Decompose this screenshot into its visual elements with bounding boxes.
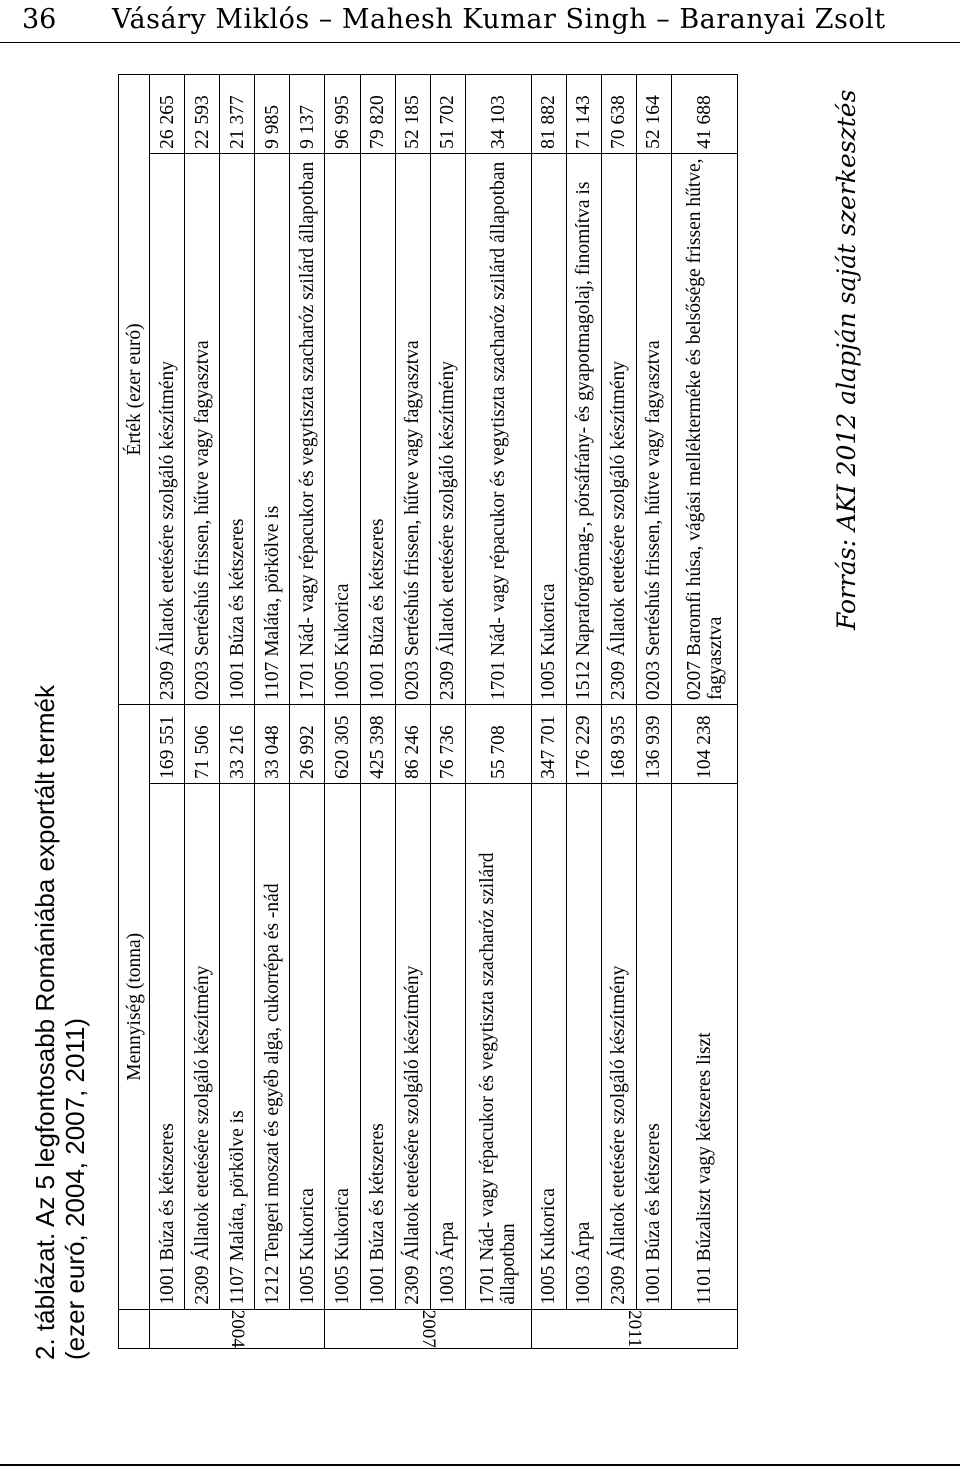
value-amount-cell: 52 185	[395, 75, 430, 154]
quantity-value-cell: 136 939	[636, 704, 671, 783]
header-year-cell	[119, 1309, 150, 1348]
quantity-value-cell: 86 246	[395, 704, 430, 783]
value-product-cell: 1005 Kukorica	[531, 153, 566, 704]
quantity-product-cell: 1212 Tengeri moszat és egyéb alga, cukorrépa és -nád	[255, 783, 290, 1309]
year-group-label	[325, 1309, 531, 1348]
value-amount-cell: 81 882	[531, 75, 566, 154]
value-amount-cell: 9 137	[290, 75, 325, 154]
export-table-container	[118, 74, 738, 1349]
value-product-cell: 1701 Nád- vagy répacukor és vegytiszta szacharóz szilárd állapotban	[290, 153, 325, 704]
year-group-label	[531, 1309, 737, 1348]
table-row	[672, 75, 738, 1349]
quantity-product-cell: 1003 Árpa	[430, 783, 465, 1309]
quantity-product-cell: 2309 Állatok etetésére szolgáló készítmény	[601, 783, 636, 1309]
value-product-cell: 0207 Baromfi húsa, vágási mellékterméke és belsősége frissen hűtve, fagyasztva	[672, 153, 738, 704]
value-amount-cell: 51 702	[430, 75, 465, 154]
quantity-product-cell: 2309 Állatok etetésére szolgáló készítmény	[185, 783, 220, 1309]
quantity-product-cell: 1101 Búzaliszt vagy kétszeres liszt	[672, 783, 738, 1309]
source-note	[832, 30, 866, 630]
year-group-label	[150, 1309, 325, 1348]
quantity-value-cell: 176 229	[566, 704, 601, 783]
quantity-value-cell: 76 736	[430, 704, 465, 783]
value-amount-cell: 96 995	[325, 75, 360, 154]
table-row	[465, 75, 531, 1349]
table-row	[290, 75, 325, 1349]
running-authors: Vásáry Miklós – Mahesh Kumar Singh – Baranyai Zsolt	[112, 4, 886, 35]
quantity-value-cell: 104 238	[672, 704, 738, 783]
table-caption	[30, 60, 90, 1360]
bottom-rule	[0, 1464, 960, 1466]
quantity-value-cell: 168 935	[601, 704, 636, 783]
value-amount-cell: 22 593	[185, 75, 220, 154]
table-row	[150, 75, 185, 1349]
value-product-cell: 1001 Búza és kétszeres	[360, 153, 395, 704]
value-product-cell: 2309 Állatok etetésére szolgáló készítmény	[430, 153, 465, 704]
export-table	[118, 74, 738, 1349]
quantity-product-cell: 1001 Búza és kétszeres	[360, 783, 395, 1309]
quantity-product-cell: 1001 Búza és kétszeres	[150, 783, 185, 1309]
value-product-cell: 1005 Kukorica	[325, 153, 360, 704]
value-amount-cell: 79 820	[360, 75, 395, 154]
value-amount-cell: 71 143	[566, 75, 601, 154]
quantity-product-cell: 1003 Árpa	[566, 783, 601, 1309]
table-row	[255, 75, 290, 1349]
value-amount-cell: 34 103	[465, 75, 531, 154]
table-row	[636, 75, 671, 1349]
quantity-value-cell: 425 398	[360, 704, 395, 783]
quantity-value-cell: 26 992	[290, 704, 325, 783]
caption-title: 2. táblázat. Az 5 legfontosabb Romániába exportált termék	[30, 685, 60, 1360]
value-product-cell: 0203 Sertéshús frissen, hűtve vagy fagyasztva	[636, 153, 671, 704]
value-product-cell: 1001 Búza és kétszeres	[220, 153, 255, 704]
quantity-value-cell: 33 048	[255, 704, 290, 783]
quantity-product-cell: 1005 Kukorica	[325, 783, 360, 1309]
quantity-value-cell: 347 701	[531, 704, 566, 783]
source-text: Forrás: AKI 2012 alapján saját szerkesztés	[832, 89, 861, 630]
table-row	[220, 75, 255, 1349]
quantity-product-cell: 1005 Kukorica	[531, 783, 566, 1309]
value-amount-cell: 41 688	[672, 75, 738, 154]
value-amount-cell: 21 377	[220, 75, 255, 154]
value-amount-cell: 52 164	[636, 75, 671, 154]
value-amount-cell: 26 265	[150, 75, 185, 154]
quantity-product-cell: 1005 Kukorica	[290, 783, 325, 1309]
table-row	[185, 75, 220, 1349]
table-row	[360, 75, 395, 1349]
value-amount-cell: 70 638	[601, 75, 636, 154]
table-row	[601, 75, 636, 1349]
quantity-value-cell: 55 708	[465, 704, 531, 783]
table-body	[150, 75, 738, 1349]
value-amount-cell: 9 985	[255, 75, 290, 154]
value-product-cell: 0203 Sertéshús frissen, hűtve vagy fagyasztva	[185, 153, 220, 704]
header-quantity: Mennyiség (tonna)	[119, 704, 150, 1309]
quantity-product-cell: 1001 Búza és kétszeres	[636, 783, 671, 1309]
page-header	[0, 0, 960, 43]
quantity-value-cell: 71 506	[185, 704, 220, 783]
quantity-value-cell: 620 305	[325, 704, 360, 783]
table-row	[395, 75, 430, 1349]
table-header-row	[119, 75, 150, 1349]
value-product-cell: 0203 Sertéshús frissen, hűtve vagy fagyasztva	[395, 153, 430, 704]
value-product-cell: 1107 Maláta, pörkölve is	[255, 153, 290, 704]
value-product-cell: 1512 Napraforgómag-, pórsáfrány- és gyapotmagolaj, finomítva is	[566, 153, 601, 704]
year-label: 2007	[417, 1309, 439, 1348]
quantity-value-cell: 169 551	[150, 704, 185, 783]
quantity-product-cell: 2309 Állatok etetésére szolgáló készítmény	[395, 783, 430, 1309]
table-row	[325, 75, 360, 1349]
header-value: Érték (ezer euró)	[119, 75, 150, 705]
table-row	[566, 75, 601, 1349]
year-label: 2004	[226, 1309, 248, 1348]
value-product-cell: 2309 Állatok etetésére szolgáló készítmény	[150, 153, 185, 704]
quantity-product-cell: 1701 Nád- vagy répacukor és vegytiszta szacharóz szilárd állapotban	[465, 783, 531, 1309]
page-number: 36	[22, 4, 57, 35]
value-product-cell: 2309 Állatok etetésére szolgáló készítmény	[601, 153, 636, 704]
quantity-value-cell: 33 216	[220, 704, 255, 783]
year-label: 2011	[623, 1310, 645, 1348]
value-product-cell: 1701 Nád- vagy répacukor és vegytiszta szacharóz szilárd állapotban	[465, 153, 531, 704]
table-row	[531, 75, 566, 1349]
caption-subtitle: (ezer euró, 2004, 2007, 2011)	[60, 1017, 90, 1360]
table-row	[430, 75, 465, 1349]
quantity-product-cell: 1107 Maláta, pörkölve is	[220, 783, 255, 1309]
